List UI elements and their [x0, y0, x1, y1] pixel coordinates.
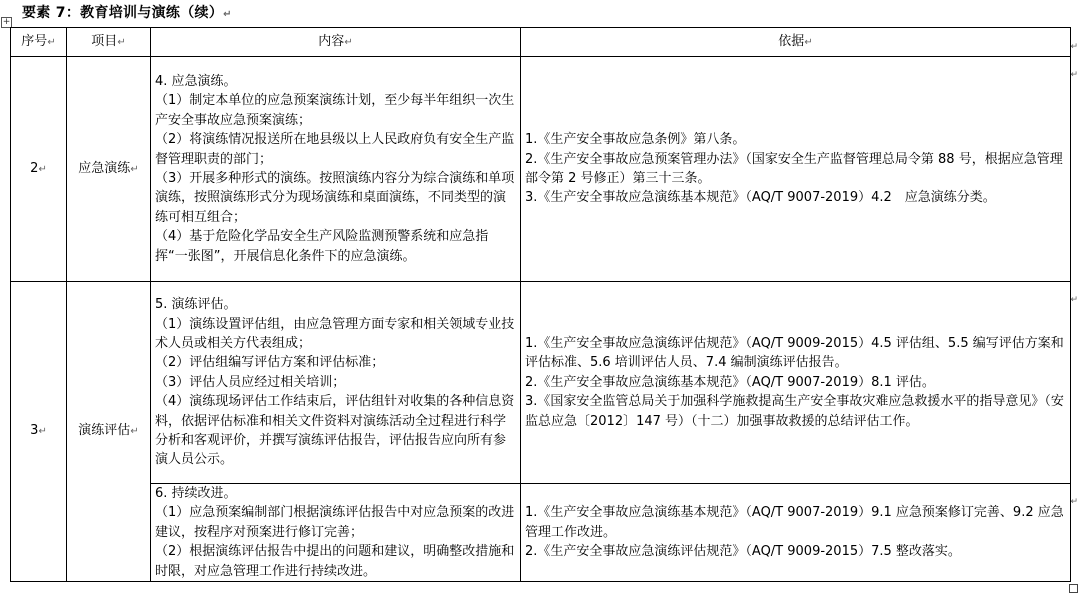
table-row [11, 484, 1071, 582]
table-header-row [11, 28, 1071, 57]
row-item: 应急演练↵ [67, 57, 151, 282]
content-line: （3）开展多种形式的演练。按照演练内容分为综合演练和单项演练，按照演练形式分为现场演练和桌面演练，不同类型的演练可相互组合； [155, 171, 515, 225]
table-row [11, 282, 1071, 484]
row-item: 演练评估↵ [67, 282, 151, 582]
content-line: （4）基于危险化学品安全生产风险监测预警系统和应急指挥“一张图”，开展信息化条件下的应急演练。 [155, 229, 489, 264]
basis-line: 1.《生产安全事故应急演练基本规范》（AQ/T 9007-2019）9.1 应急预案修订完善、9.2 应急管理工作改进。 [525, 505, 1064, 540]
content-line: （1）应急预案编制部门根据演练评估报告中对应急预案的改进建议，按程序对预案进行修订完善； [155, 505, 515, 540]
row-basis [521, 484, 1071, 582]
row-end-marks: ↵ ↵ ↵ ↵ [1070, 42, 1078, 507]
section-heading: 要素 7：教育培训与演练（续）↵ [22, 5, 232, 21]
basis-line: 1.《生产安全事故应急条例》第八条。 [525, 132, 746, 148]
row-number: 3↵ [11, 282, 67, 582]
content-line: 5. 演练评估。 [155, 297, 237, 313]
row-basis [521, 282, 1071, 484]
row-content [151, 282, 521, 484]
header-item: 项目↵ [67, 28, 151, 57]
row-number: 2↵ [11, 57, 67, 282]
requirements-table [10, 27, 1071, 582]
basis-line: 3.《国家安全监管总局关于加强科学施救提高生产安全事故灾难应急救援水平的指导意见》（安监总应急〔2012〕147 号）（十二）加强事故救援的总结评估工作。 [525, 394, 1064, 429]
basis-line: 2.《生产安全事故应急预案管理办法》（国家安全生产监督管理总局令第 88 号，根据应急管理部令第 2 号修正）第三十三条。 [525, 151, 1063, 186]
row-content [151, 57, 521, 282]
content-line: （3）评估人员应经过相关培训； [155, 374, 346, 390]
basis-line: 1.《生产安全事故应急演练评估规范》（AQ/T 9009-2015）4.5 评估组、5.5 编写评估方案和评估标准、5.6 培训评估人员、7.4 编制演练评估报告。 [525, 335, 1064, 371]
content-line: （4）演练现场评估工作结束后，评估组针对收集的各种信息资料，依据评估标准和相关文件资料对演练活动全过程进行科学分析和客观评价，并撰写演练评估报告，评估报告应向所有参演人员公示。 [155, 394, 515, 468]
content-line: （1）制定本单位的应急预案演练计划，至少每半年组织一次生产安全事故应急预案演练； [155, 93, 515, 128]
row-content [151, 484, 521, 582]
content-line: （2）根据演练评估报告中提出的问题和建议，明确整改措施和时限，对应急管理工作进行持续改进。 [155, 544, 515, 579]
content-line: （2）评估组编写评估方案和评估标准； [155, 355, 385, 371]
basis-line: 2.《生产安全事故应急演练基本规范》（AQ/T 9007-2019）8.1 评估。 [525, 374, 935, 390]
content-line: （2）将演练情况报送所在地县级以上人民政府负有安全生产监督管理职责的部门； [155, 132, 515, 167]
header-content: 内容↵ [151, 28, 521, 57]
content-line: 4. 应急演练。 [155, 73, 237, 89]
table-row [11, 57, 1071, 282]
content-line: 6. 持续改进。 [155, 486, 237, 501]
content-line: （1）演练设置评估组，由应急管理方面专家和相关领域专业技术人员或相关方代表组成； [155, 316, 515, 351]
basis-line: 3.《生产安全事故应急演练基本规范》（AQ/T 9007-2019）4.2 应急演练分类。 [525, 190, 996, 206]
basis-line: 2.《生产安全事故应急演练评估规范》（AQ/T 9009-2015）7.5 整改落实。 [525, 544, 961, 560]
row-basis [521, 57, 1071, 282]
table-move-handle-icon[interactable]: + [2, 17, 11, 27]
header-no: 序号↵ [11, 28, 67, 57]
header-basis: 依据↵ [521, 28, 1071, 57]
table-resize-handle-icon[interactable] [1069, 584, 1078, 593]
